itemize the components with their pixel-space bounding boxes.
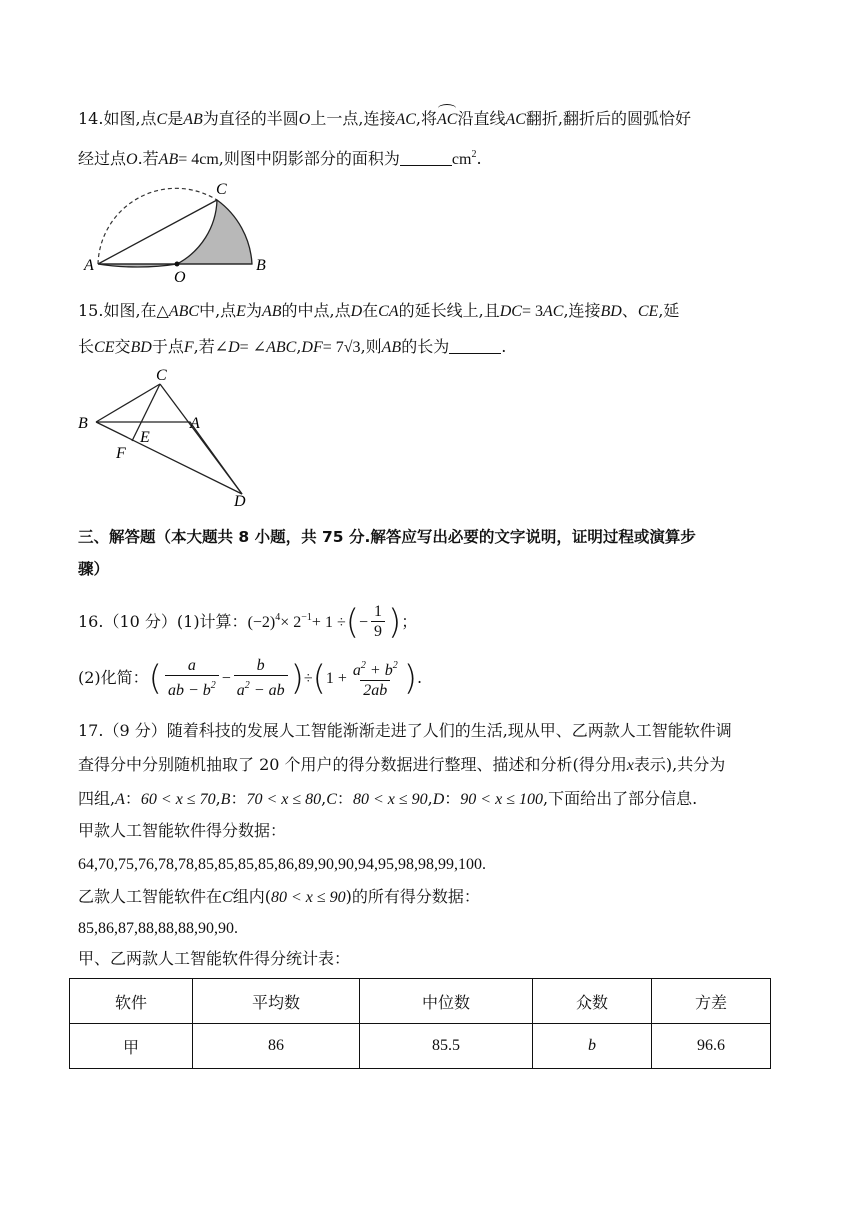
q17-line2: 查得分中分别随机抽取了 20 个用户的得分数据进行整理、描述和分析(得分用x表示),共分为 [78, 755, 726, 774]
arc-ac: AC [437, 109, 457, 131]
answer-blank [400, 149, 452, 166]
cell-mode: b [533, 1024, 652, 1069]
label-c: C [156, 367, 167, 384]
fraction-b-over: $\frac{b}{a^2 - ab}$ [234, 657, 288, 701]
q17-line1: 17.（9 分）随着科技的发展人工智能渐渐走进了人们的生活,现从甲、乙两款人工智能软件调 [78, 721, 732, 740]
q17-data-yi: 85,86,87,88,88,88,90,90. [78, 920, 238, 937]
q17-line6: 乙款人工智能软件在C组内(80 < x ≤ 90)的所有得分数据： [78, 887, 480, 906]
answer-blank [449, 337, 501, 354]
q14-line2: 经过点O.若AB= 4cm,则图中阴影部分的面积为 $cm^2$. [78, 149, 482, 168]
q17-data-jia: 64,70,75,76,78,78,85,85,85,85,86,89,90,90,94,95,98,98,99,100. [78, 856, 486, 873]
figure-q14 [80, 176, 270, 286]
label-o: O [174, 269, 186, 286]
label-b: B [256, 257, 266, 274]
q16-part2: (2)化简：( $\frac{a}{ab - b^2}$ − $\frac{b}{a^2 - ab}$ )÷(1 + $\frac{a^2 + b^2}{2ab}$ ). [78, 656, 423, 699]
cell-variance: 96.6 [652, 1024, 771, 1069]
fraction-one-ninth: $\frac{1}{9}$ [371, 603, 385, 642]
table-row [70, 1024, 771, 1069]
q14-line1: 14.如图,点C是AB为直径的半圆O上一点,连接AC,将AC沿直线AC翻折,翻折后的圆弧恰好 [78, 108, 691, 131]
q15-line2: 长CE交BD于点F,若∠D= ∠ABC,DF= 7√3,则AB的长为 . [78, 337, 507, 356]
q17-line3: 四组,A：60 < x ≤ 70,B：70 < x ≤ 80,C：80 < x ≤ 90,D：90 < x ≤ 100,下面给出了部分信息. [78, 789, 698, 808]
cell-mean: 86 [193, 1024, 360, 1069]
q16-part1: 16.（10 分）(1)计算：$(-2)^4\times 2^{-1}+ 1$ ÷(− $\frac{1}{9}$ )； [78, 602, 418, 643]
q17-line4: 甲款人工智能软件得分数据： [78, 821, 287, 840]
label-f: F [116, 445, 126, 462]
cell-software: 甲 [70, 1024, 193, 1069]
label-e: E [140, 429, 150, 446]
stats-table [69, 978, 771, 1069]
header-mode: 众数 [533, 979, 652, 1024]
header-software: 软件 [70, 979, 193, 1024]
label-b: B [78, 415, 88, 432]
figure-q15 [74, 366, 264, 510]
fraction-sum-squares: $\frac{a^2 + b^2}{2ab}$ [352, 659, 398, 699]
section-heading-cont: 骤） [78, 560, 110, 578]
label-c: C [216, 181, 227, 198]
section-heading: 三、解答题（本大题共 8 小题，共 75 分.解答应写出必要的文字说明，证明过程或演算步 [78, 528, 696, 546]
label-d: D [234, 493, 246, 510]
q15-line1: 15.如图,在△ABC中,点E为AB的中点,点D在CA的延长线上,且DC= 3AC,连接BD、CE,延 [78, 301, 680, 320]
cell-median: 85.5 [360, 1024, 533, 1069]
fraction-a-over: $\frac{a}{ab - b^2}$ [165, 657, 219, 701]
header-variance: 方差 [652, 979, 771, 1024]
header-mean: 平均数 [193, 979, 360, 1024]
header-median: 中位数 [360, 979, 533, 1024]
label-a: A [84, 257, 94, 274]
line-cd [160, 384, 242, 494]
table-header-row [70, 979, 771, 1024]
label-a: A [190, 415, 200, 432]
center-point-o [175, 262, 180, 267]
q17-line8: 甲、乙两款人工智能软件得分统计表： [78, 949, 351, 968]
shaded-region [177, 200, 252, 264]
